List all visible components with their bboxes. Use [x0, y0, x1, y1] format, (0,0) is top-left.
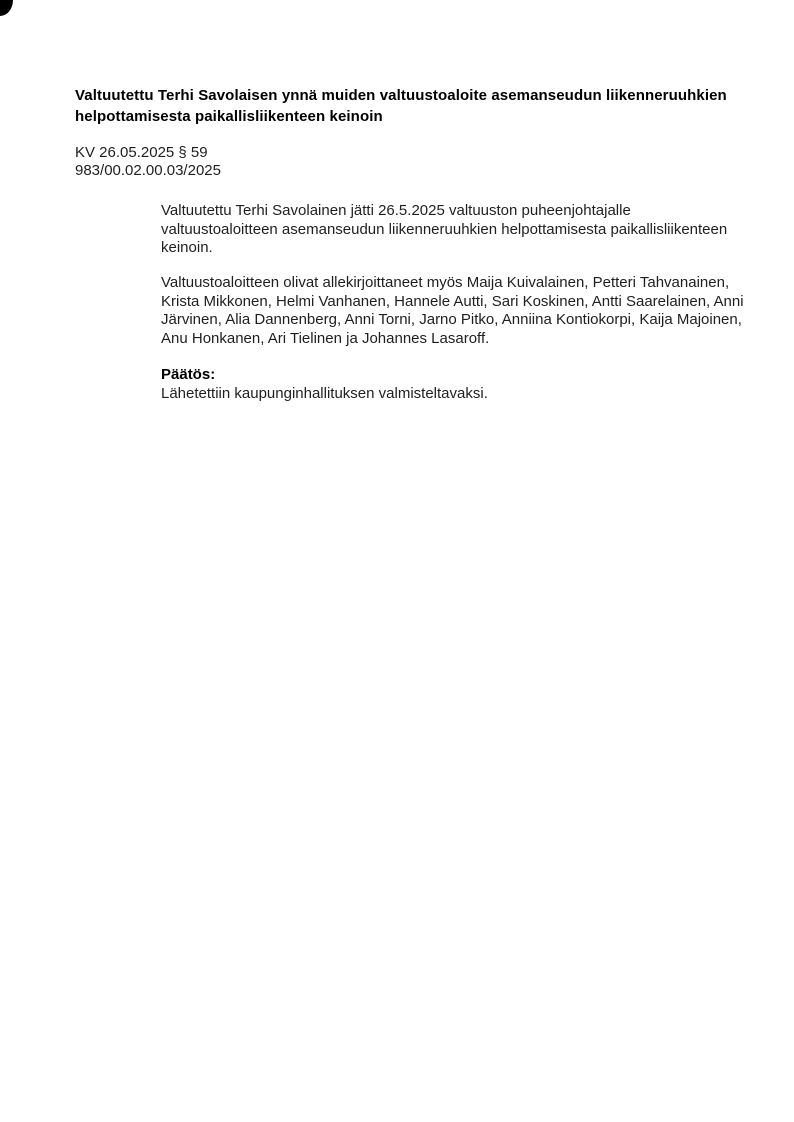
- paragraph-line: Krista Mikkonen, Helmi Vanhanen, Hannele Autti, Sari Koskinen, Antti Saarelainen, Anni: [161, 292, 744, 310]
- paragraph-line: keinoin.: [161, 239, 213, 256]
- paragraph-line: Valtuutettu Terhi Savolainen jätti 26.5.2025 valtuuston puheenjohtajalle: [161, 202, 631, 219]
- document-title: [75, 85, 765, 127]
- paragraph-line: Valtuustoaloitteen olivat allekirjoittaneet myös Maija Kuivalainen, Petteri Tahvanainen,: [161, 274, 730, 291]
- decision-section: [161, 366, 761, 403]
- paragraph-line: valtuustoaloitteen asemanseudun liikenneruuhkien helpottamisesta paikallisliikenteen: [161, 220, 728, 238]
- scan-corner-artifact: [0, 0, 13, 16]
- meeting-reference: KV 26.05.2025 § 59: [75, 144, 208, 161]
- diary-number: 983/00.02.00.03/2025: [75, 162, 221, 179]
- decision-text: Lähetettiin kaupunginhallituksen valmisteltavaksi.: [161, 384, 488, 402]
- document-references: [75, 144, 221, 180]
- document-title-line: Valtuutettu Terhi Savolaisen ynnä muiden valtuustoaloite asemanseudun liikenneruuhkien: [75, 87, 727, 104]
- decision-heading: Päätös:: [161, 366, 216, 383]
- body-paragraph-signatories: [161, 274, 761, 348]
- paragraph-line: Anu Honkanen, Ari Tielinen ja Johannes Lasaroff.: [161, 329, 490, 347]
- paragraph-line: Järvinen, Alia Dannenberg, Anni Torni, Jarno Pitko, Anniina Kontiokorpi, Kaija Majoinen,: [161, 311, 742, 328]
- document-title-line: helpottamisesta paikallisliikenteen keinoin: [75, 108, 383, 125]
- body-paragraph-initiative: [161, 202, 761, 258]
